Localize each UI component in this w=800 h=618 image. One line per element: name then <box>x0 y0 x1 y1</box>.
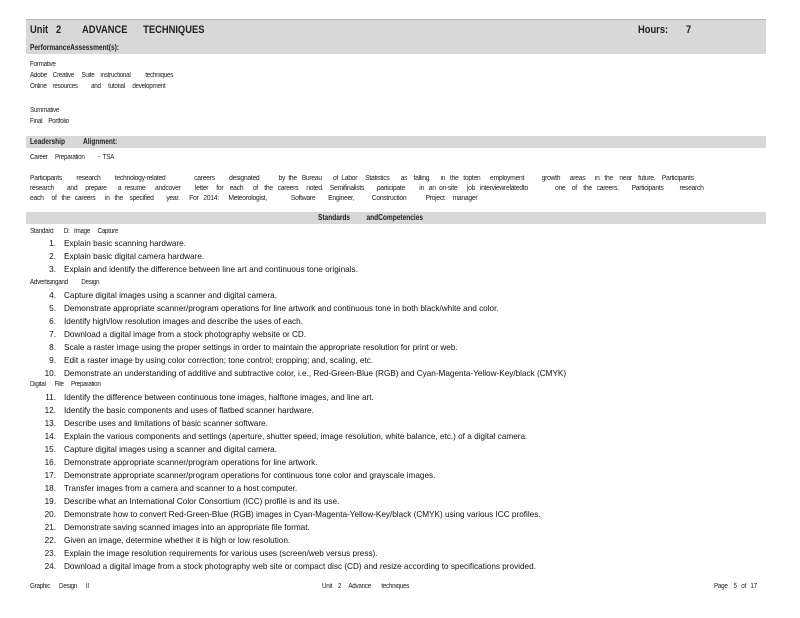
competency-item <box>30 265 358 274</box>
competency-item <box>30 419 268 428</box>
competency-item <box>30 484 297 493</box>
paragraph-line: Participants research technology-related careers designated by the Bureau of Labor Statistics as falling in the topten employment growth areas in the near future. Participants <box>30 175 694 182</box>
competency-number: 1. <box>49 239 56 248</box>
unit-label: Unit <box>30 24 49 36</box>
competency-item <box>30 562 536 571</box>
competency-text: Scale a raster image using the proper settings in order to maintain the appropriate resolution for print or web. <box>64 343 458 352</box>
competency-number: 10. <box>44 369 56 378</box>
competency-text: Demonstrate appropriate scanner/program operations for line artwork. <box>64 458 318 467</box>
competency-item <box>30 536 290 545</box>
standards-heading-bar <box>26 212 766 224</box>
unit-title: ADVANCE TECHNIQUES <box>82 24 205 36</box>
competency-text: Edit a raster image by using color correction; tone control; cropping; and, scaling, etc. <box>64 356 374 365</box>
competency-text: Demonstrate saving scanned images into an appropriate file format. <box>64 523 310 532</box>
competency-number: 11. <box>45 393 56 402</box>
competency-number: 17. <box>44 471 56 480</box>
competency-item <box>30 523 310 532</box>
competency-text: Describe uses and limitations of basic scanner software. <box>64 419 268 428</box>
competency-number: 4. <box>49 291 56 300</box>
competency-item <box>30 445 277 454</box>
competency-text: Explain basic digital camera hardware. <box>64 252 205 261</box>
hours-label: Hours: <box>638 24 669 36</box>
footer-page-number: Page 5 of 17 <box>714 583 757 590</box>
competency-item <box>30 406 314 415</box>
competency-number: 22. <box>44 536 56 545</box>
footer-course: Graphic Design II <box>30 583 89 590</box>
competency-text: Download a digital image from a stock photography website or CD. <box>64 330 307 339</box>
competency-text: Download a digital image from a stock photography web site or compact disc (CD) and resize according to specifications provided. <box>64 562 536 571</box>
competency-text: Describe what an International Color Consortium (ICC) profile is and its use. <box>64 497 340 506</box>
standards-heading: Standards andCompetencies <box>318 213 423 222</box>
standard-group-label: Advertisingand Design <box>30 279 100 286</box>
competency-text: Capture digital images using a scanner and digital camera. <box>64 291 277 300</box>
performance-assessment-heading: PerformanceAssessment(s): <box>30 43 119 52</box>
competency-item <box>30 291 277 300</box>
unit-header-bar <box>26 19 766 43</box>
competency-item <box>30 369 566 378</box>
competency-number: 16. <box>44 458 56 467</box>
hours-value: 7 <box>686 24 692 36</box>
leadership-heading: Leadership Alignment: <box>30 137 118 146</box>
competency-number: 23. <box>44 549 56 558</box>
standard-group-label: Digital File Preparation <box>30 381 101 388</box>
competency-text: Explain the various components and settings (aperture, shutter speed, image resolution, white balance, etc.) of a digital camera. <box>64 432 528 441</box>
competency-number: 19. <box>44 497 56 506</box>
competency-number: 18. <box>44 484 56 493</box>
competency-text: Explain basic scanning hardware. <box>64 239 186 248</box>
competency-number: 14. <box>44 432 56 441</box>
competency-number: 15. <box>44 445 56 454</box>
competency-number: 20. <box>44 510 56 519</box>
competency-number: 8. <box>49 343 56 352</box>
paragraph-line: research and prepare a resume andcover letter for each of the careers noted. Semifinalists participate in an on-site job interviewrelatedto one of the careers. Participants research <box>30 185 704 192</box>
competency-item <box>30 393 374 402</box>
leadership-paragraph <box>30 174 748 204</box>
summative-label: Summative <box>30 107 60 114</box>
competency-item <box>30 497 339 506</box>
competency-text: Demonstrate appropriate scanner/program operations for continuous tone color and grayscale images. <box>64 471 436 480</box>
competency-text: Identify the difference between continuous tone images, halftone images, and line art. <box>64 393 374 402</box>
competency-text: Demonstrate an understanding of additive and subtractive color, i.e., Red-Green-Blue (RGB) and Cyan-Magenta-Yellow-Key/black (CMYK) <box>64 369 567 378</box>
competency-text: Demonstrate how to convert Red-Green-Blue (RGB) images in Cyan-Magenta-Yellow-Key/black (CMYK) using various ICC profiles. <box>64 510 541 519</box>
competency-number: 2. <box>49 252 56 261</box>
competency-item <box>30 356 373 365</box>
competency-item <box>30 317 303 326</box>
competency-text: Explain the image resolution requirements for various uses (screen/web versus press). <box>64 549 378 558</box>
competency-item <box>30 510 541 519</box>
unit-number: 2 <box>56 24 62 36</box>
competency-text: Capture digital images using a scanner and digital camera. <box>64 445 277 454</box>
standard-group-label: Standard D: Image Capture <box>30 228 119 235</box>
competency-item <box>30 252 204 261</box>
competency-item <box>30 343 458 352</box>
formative-line: Online resources and tutorial development <box>30 83 166 90</box>
competency-item <box>30 239 186 248</box>
competency-text: Identify the basic components and uses of flatbed scanner hardware. <box>64 406 314 415</box>
competency-item <box>30 458 317 467</box>
competency-number: 7. <box>49 330 56 339</box>
competency-number: 3. <box>49 265 56 274</box>
paragraph-line: each of the careers in the specified year. For 2014: Meteorologist, Software Engineer, Construction Project manager <box>30 195 478 202</box>
performance-assessment-heading-bar <box>26 42 766 54</box>
leadership-line: Career Preparation - TSA <box>30 154 115 161</box>
competency-text: Demonstrate appropriate scanner/program operations for line artwork and continuous tone in both black/white and color. <box>64 304 499 313</box>
competency-text: Explain and identify the difference between line art and continuous tone originals. <box>64 265 358 274</box>
competency-item <box>30 330 306 339</box>
competency-text: Given an image, determine whether it is high or low resolution. <box>64 536 291 545</box>
formative-line: Adobe Creative Suite instructional techniques <box>30 72 174 79</box>
competency-number: 12. <box>44 406 56 415</box>
competency-number: 21. <box>44 523 56 532</box>
competency-item <box>30 432 527 441</box>
formative-label: Formative <box>30 61 56 68</box>
competency-item <box>30 471 435 480</box>
competency-text: Transfer images from a camera and scanner to a host computer. <box>64 484 298 493</box>
competency-number: 9. <box>49 356 56 365</box>
footer-unit: Unit 2 Advance techniques <box>322 583 410 590</box>
competency-number: 24. <box>44 562 56 571</box>
summative-line: Final Portfolio <box>30 118 69 125</box>
leadership-heading-bar <box>26 136 766 148</box>
competency-text: Identify high/low resolution images and describe the uses of each. <box>64 317 303 326</box>
competency-item <box>30 549 378 558</box>
competency-item <box>30 304 499 313</box>
competency-number: 5. <box>49 304 56 313</box>
competency-number: 6. <box>49 317 56 326</box>
competency-number: 13. <box>44 419 56 428</box>
